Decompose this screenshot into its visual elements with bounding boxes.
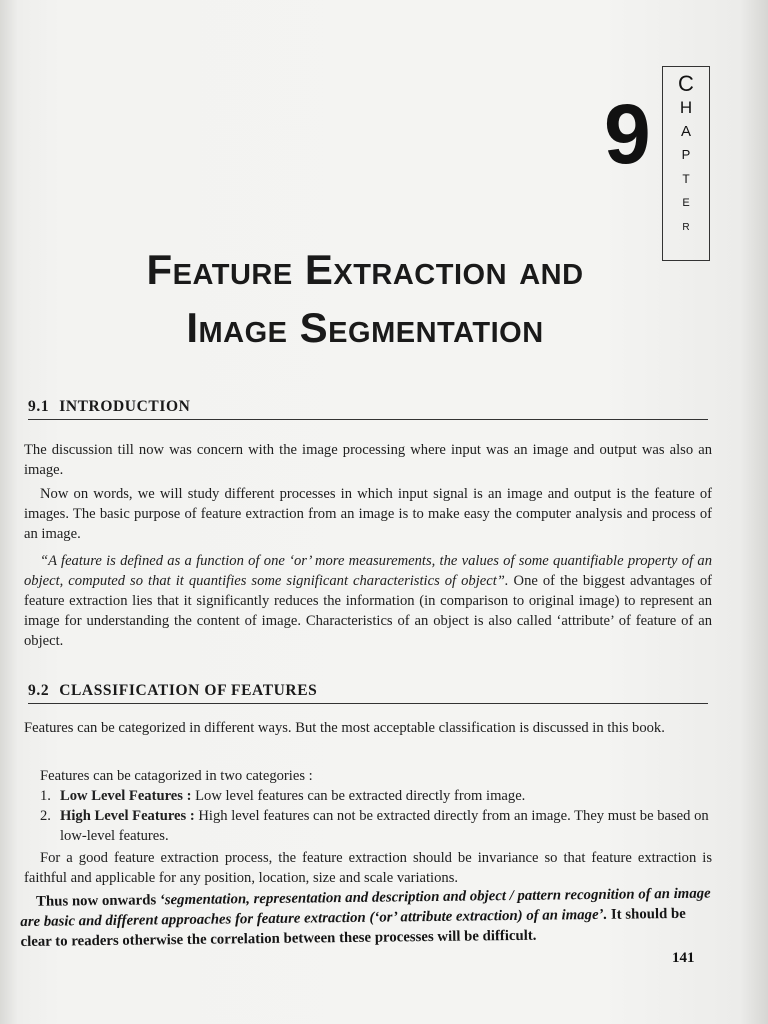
classification-paragraph-2: Features can be catagorized in two categories :	[40, 768, 313, 784]
chapter-letter: H	[679, 98, 693, 117]
chapter-title-line-2: Image Segmentation	[186, 304, 544, 351]
classification-paragraph-4	[20, 884, 715, 952]
section-title: INTRODUCTION	[59, 398, 191, 415]
section-heading-classification	[28, 682, 708, 704]
list-item	[24, 806, 714, 846]
page-number: 141	[672, 950, 695, 966]
classification-paragraph-1: Features can be categorized in different ways. But the most acceptable classification is discussed in this book.	[24, 720, 665, 736]
chapter-label-box	[662, 66, 710, 261]
list-item-term: High Level Features :	[60, 808, 195, 824]
paragraph-emphasis: ‘segmentation, representation and description and object / pattern recognition of an image are basic and different approaches for feature extraction (‘or’ attribute extraction) of an image’.	[20, 885, 711, 930]
chapter-letter: C	[678, 71, 694, 96]
classification-paragraph-3: For a good feature extraction process, the feature extraction should be invariance so that feature extraction is faithful and applicable for any position, location, size and scale variations.	[24, 850, 712, 886]
list-item-number: 2.	[40, 808, 51, 824]
section-heading-introduction	[28, 398, 708, 420]
chapter-letter: A	[680, 123, 691, 140]
feature-definition-quote: “A feature is defined as a function of one ‘or’ more measurements, the values of some quantifiable property of an object, computed so that it quantifies some significant characteristics of object”.	[24, 553, 712, 589]
list-item-term: Low Level Features :	[60, 788, 192, 804]
chapter-number: 9	[604, 87, 651, 181]
list-item	[24, 786, 714, 806]
paragraph-tail: It should be clear to readers otherwise the correlation between these processes will be difficult.	[20, 905, 686, 950]
feature-levels-list	[24, 786, 714, 846]
list-item-number: 1.	[40, 788, 51, 804]
section-title: CLASSIFICATION OF FEATURES	[59, 682, 318, 699]
chapter-letter: T	[682, 172, 690, 186]
intro-paragraph-3-text: One of the biggest advantages of feature extraction lies that it significantly reduces the information (in comparison to original image) to represent an image for understanding the content of image. Characteristics of an object is also called ‘attribute’ of feature of an object.	[24, 573, 713, 649]
chapter-title-line-1: Feature Extraction and	[146, 246, 584, 293]
section-number: 9.2	[28, 682, 50, 699]
chapter-letter: P	[681, 147, 691, 162]
section-number: 9.1	[28, 398, 50, 415]
chapter-letter: E	[682, 197, 690, 209]
list-item-text: High level features can not be extracted directly from an image. They must be based on low-level features.	[60, 808, 709, 844]
intro-paragraph-1: The discussion till now was concern with the image processing where input was an image and output was also an image.	[24, 442, 712, 478]
list-item-text: Low level features can be extracted directly from image.	[191, 788, 526, 804]
chapter-letter: R	[682, 222, 690, 233]
intro-paragraph-2: Now on words, we will study different processes in which input signal is an image and output is the feature of images. The basic purpose of feature extraction from an image is to make easy the computer analysis and process of an image.	[24, 486, 712, 542]
paragraph-lead: Thus now onwards	[36, 892, 160, 910]
intro-paragraph-3	[24, 551, 712, 651]
